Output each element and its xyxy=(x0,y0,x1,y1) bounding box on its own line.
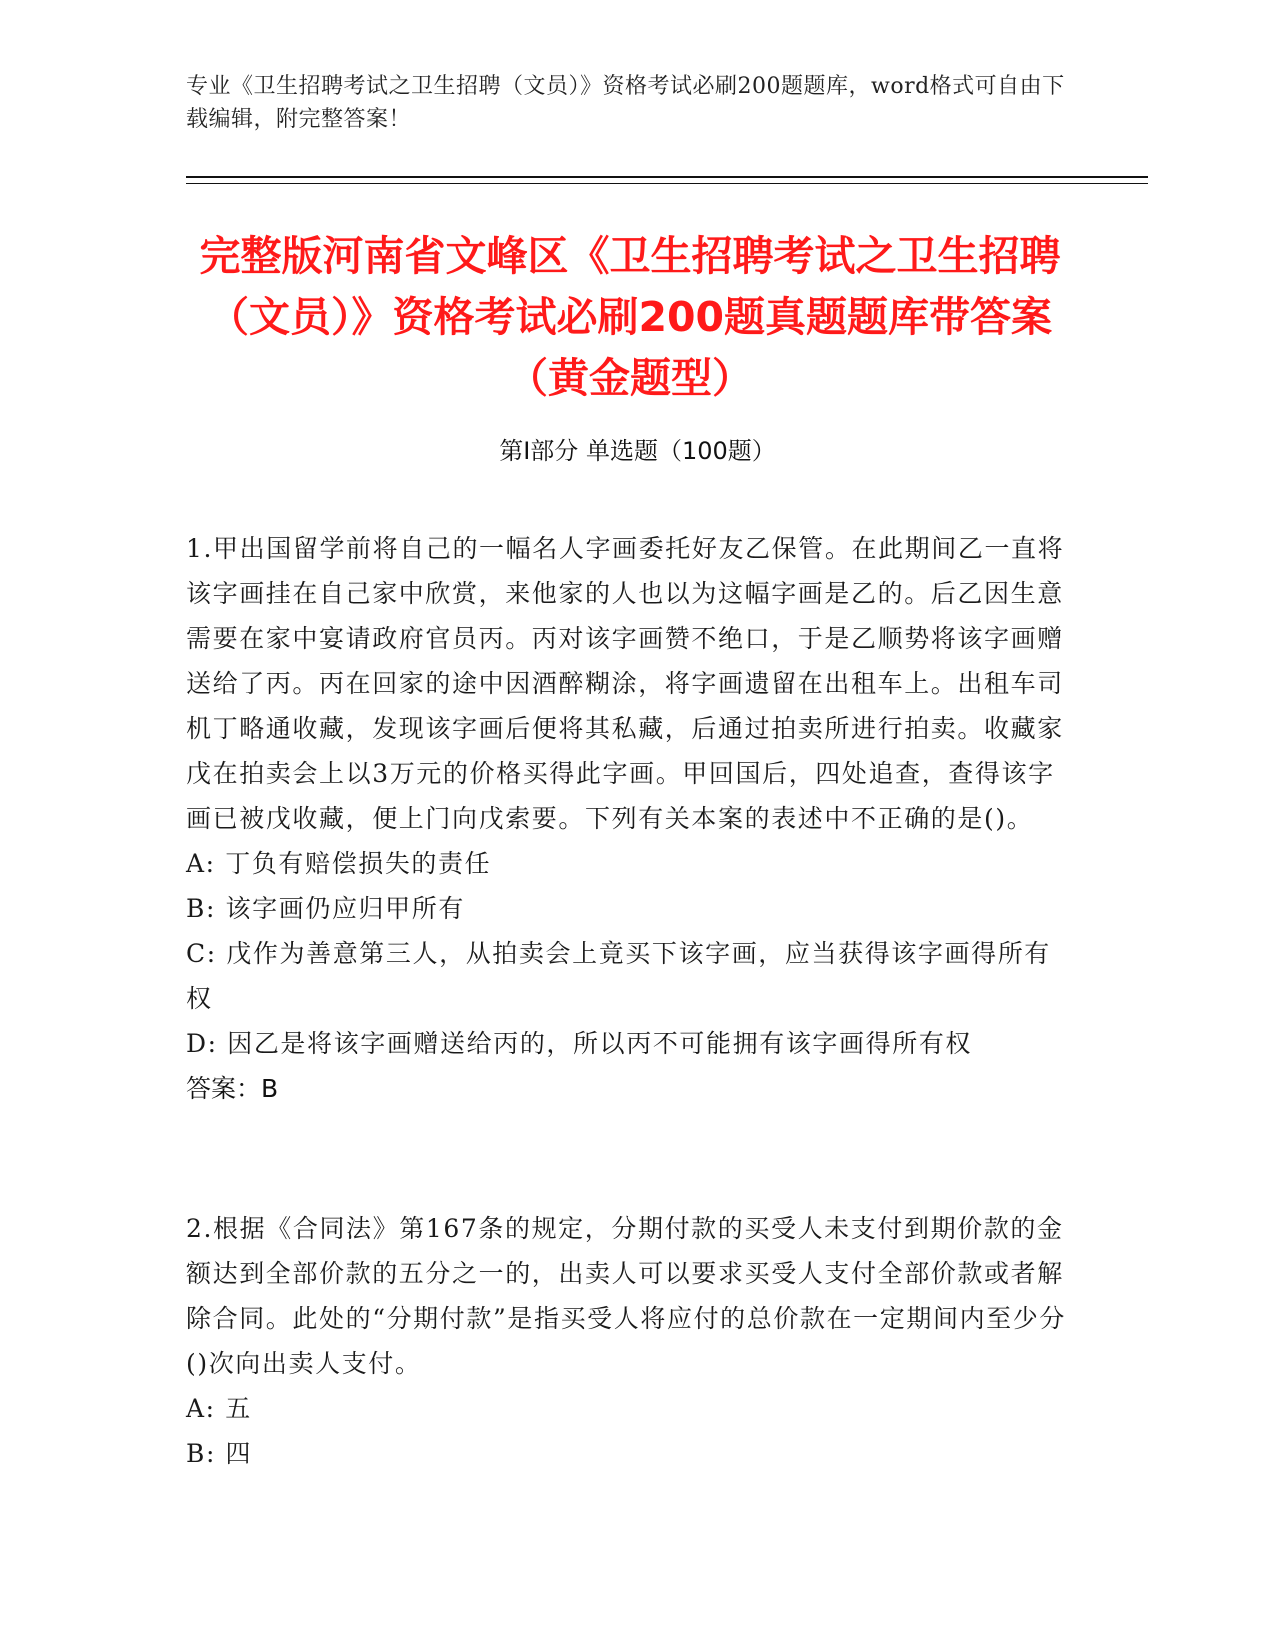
header-divider-thin xyxy=(186,183,1148,184)
document-title: 完整版河南省文峰区《卫生招聘考试之卫生招聘（文员）》资格考试必刷200题真题题库带答案（黄金题型） xyxy=(199,232,1061,402)
question-2 xyxy=(186,1206,1066,1476)
option-d: D: 因乙是将该字画赠送给丙的，所以丙不可能拥有该字画得所有权 xyxy=(186,1029,973,1058)
header-divider-thick xyxy=(186,176,1148,178)
answer: 答案：B xyxy=(186,1074,279,1103)
option-a: A: 五 xyxy=(186,1394,252,1423)
option-b: B: 四 xyxy=(186,1439,253,1468)
option-c: C: 戊作为善意第三人，从拍卖会上竟买下该字画，应当获得该字画得所有权 xyxy=(186,939,1051,1013)
section-title: 第Ⅰ部分 单选题（100题） xyxy=(499,437,776,465)
header-note: 专业《卫生招聘考试之卫生招聘（文员）》资格考试必刷200题题库，word格式可自由下载编辑，附完整答案！ xyxy=(186,74,1065,132)
question-1 xyxy=(186,526,1066,1111)
question-stem: 2.根据《合同法》第167条的规定，分期付款的买受人未支付到期价款的金额达到全部价款的五分之一的，出卖人可以要求买受人支付全部价款或者解除合同。此处的“分期付款”是指买受人将应付的总价款在一定期间内至少分()次向出卖人支付。 xyxy=(186,1214,1066,1378)
option-a: A: 丁负有赔偿损失的责任 xyxy=(186,849,492,878)
option-b: B: 该字画仍应归甲所有 xyxy=(186,894,465,923)
question-stem: 1.甲出国留学前将自己的一幅名人字画委托好友乙保管。在此期间乙一直将该字画挂在自己家中欣赏，来他家的人也以为这幅字画是乙的。后乙因生意需要在家中宴请政府官员丙。丙对该字画赞不绝口，于是乙顺势将该字画赠送给了丙。丙在回家的途中因酒醉糊涂，将字画遗留在出租车上。出租车司机丁略通收藏，发现该字画后便将其私藏，后通过拍卖所进行拍卖。收藏家戊在拍卖会上以3万元的价格买得此字画。甲回国后，四处追查，查得该字画已被戊收藏，便上门向戊索要。下列有关本案的表述中不正确的是()。 xyxy=(186,534,1065,833)
